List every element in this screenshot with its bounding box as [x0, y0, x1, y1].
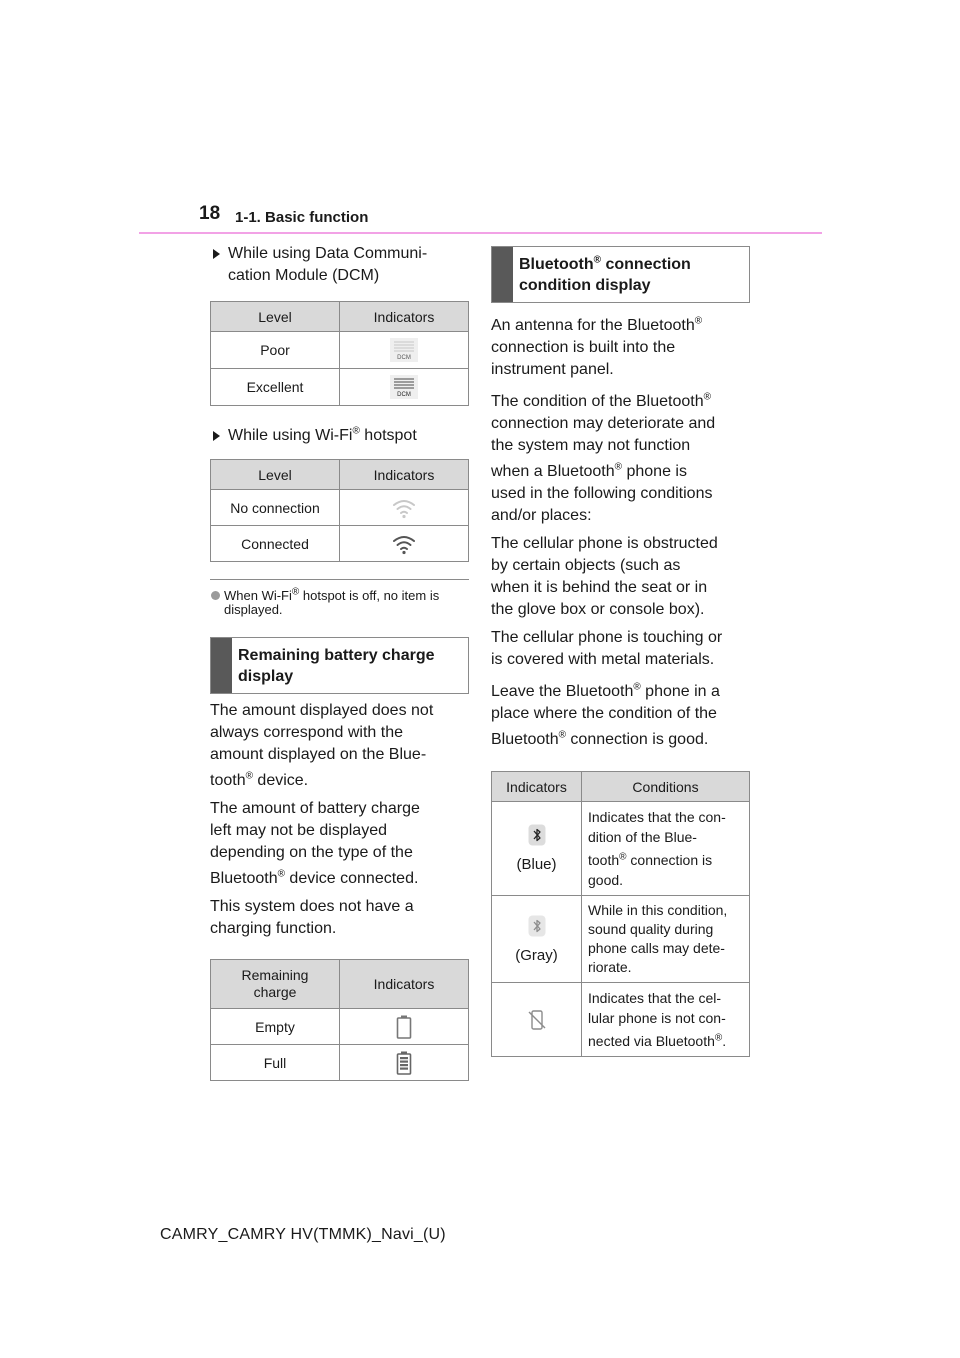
note-text: When Wi-Fi [224, 588, 292, 603]
registered-mark: ® [558, 729, 566, 741]
col-indicators: Indicators [340, 960, 469, 1009]
dcm-heading-line2: cation Module (DCM) [228, 267, 380, 284]
wifi-connected-icon [391, 533, 417, 555]
text-span: phone is [622, 463, 687, 480]
indicator-label: (Blue) [516, 856, 557, 873]
text-span: nected via Bluetooth [588, 1033, 715, 1049]
text-span: connection is [626, 852, 713, 868]
text-line: depending on the type of the [210, 844, 413, 861]
text-line: charging function. [210, 920, 337, 937]
table-header-row [211, 302, 469, 332]
dcm-label: DCM [397, 355, 411, 361]
heading-line: condition display [519, 277, 651, 294]
wifi-heading-text: While using Wi-Fi [228, 427, 353, 444]
registered-mark: ® [277, 868, 285, 880]
text-line [588, 1031, 749, 1051]
phone-not-connected-icon [527, 1009, 547, 1031]
text-line: good. [588, 872, 624, 888]
indicator-cell [340, 526, 469, 562]
table-row [211, 1009, 469, 1045]
footer-model-code: CAMRY_CAMRY HV(TMMK)_Navi_(U) [160, 1226, 446, 1243]
indicator-cell [340, 332, 469, 369]
text-line [210, 868, 469, 890]
indicator-cell [340, 490, 469, 526]
text-span: The condition of the Bluetooth [491, 393, 704, 410]
text-line: left may not be displayed [210, 822, 387, 839]
level-cell: Excellent [211, 369, 340, 406]
text-span: connection [601, 256, 691, 273]
heading-line [519, 254, 691, 275]
battery-table [210, 959, 469, 1081]
table-row [211, 369, 469, 406]
registered-mark: ® [633, 681, 641, 693]
wifi-heading [210, 425, 469, 447]
registered-mark: ® [694, 315, 703, 327]
registered-mark: ® [352, 425, 360, 437]
battery-paragraph [210, 700, 469, 792]
text-line [491, 391, 750, 413]
section-title: 1-1. Basic function [235, 209, 369, 226]
bluetooth-table [491, 771, 750, 1057]
dcm-table [210, 301, 469, 406]
heading-bar [211, 638, 232, 693]
heading-line: Remaining battery charge [238, 647, 435, 664]
text-line: amount displayed on the Blue- [210, 746, 427, 763]
text-span: connection is good. [565, 731, 709, 748]
condition-cell [582, 896, 750, 983]
level-cell: Poor [211, 332, 340, 369]
text-span: when a Bluetooth [491, 463, 615, 480]
text-line: lular phone is not con- [588, 1010, 726, 1026]
text-span: Bluetooth [210, 870, 278, 887]
indicator-cell [340, 369, 469, 406]
indicator-cell [492, 802, 582, 896]
bluetooth-paragraph [491, 391, 750, 527]
text-line: connection is built into the [491, 339, 676, 356]
condition-cell [582, 983, 750, 1057]
col-conditions: Conditions [582, 772, 750, 802]
text-span: tooth [588, 852, 620, 868]
table-row [211, 1045, 469, 1081]
text-line: when it is behind the seat or in [491, 579, 708, 596]
text-span: Leave the Bluetooth [491, 683, 634, 700]
arrow-bullet-icon [213, 431, 220, 441]
text-line [491, 729, 750, 751]
bullet-dot-icon [211, 591, 220, 600]
wifi-note [210, 586, 469, 617]
text-line: The amount of battery charge [210, 800, 420, 817]
text-span: . [722, 1033, 727, 1049]
heading-bar [492, 247, 513, 302]
table-row [211, 490, 469, 526]
col-level: Level [211, 302, 340, 332]
col-indicators: Indicators [492, 772, 582, 802]
indicator-label: (Gray) [515, 946, 558, 964]
table-row [492, 983, 750, 1057]
col-remaining-charge: Remaining charge [211, 960, 340, 1009]
table-header-row [211, 460, 469, 490]
indicator-cell [340, 1009, 469, 1045]
registered-mark: ® [245, 770, 253, 782]
text-line: connection may deteriorate and [491, 415, 716, 432]
text-line: The amount displayed does not [210, 702, 434, 719]
indicator-cell [492, 983, 582, 1057]
bluetooth-paragraph [491, 533, 750, 621]
bluetooth-paragraph [491, 315, 750, 381]
indicator-cell [340, 1045, 469, 1081]
table-row [211, 332, 469, 369]
text-line: This system does not have a [210, 898, 414, 915]
text-line: always correspond with the [210, 724, 403, 741]
battery-heading-text [232, 638, 435, 693]
battery-paragraph [210, 896, 469, 940]
text-line: is covered with metal materials. [491, 651, 715, 668]
text-line: riorate. [588, 959, 632, 975]
text-line: sound quality during [588, 921, 714, 937]
text-span: Bluetooth [519, 256, 594, 273]
text-line: The cellular phone is touching or [491, 629, 723, 646]
battery-full-icon [396, 1051, 412, 1075]
dcm-signal-excellent-icon [390, 375, 418, 399]
text-line: used in the following conditions [491, 485, 713, 502]
arrow-bullet-icon [213, 249, 220, 259]
dcm-label: DCM [397, 392, 411, 398]
text-line [491, 681, 750, 703]
col-level: Level [211, 460, 340, 490]
page-number: 18 [199, 203, 221, 224]
table-row [211, 526, 469, 562]
text-line: and/or places: [491, 507, 592, 524]
divider [210, 579, 469, 580]
text-line [588, 850, 749, 870]
table-header-row [211, 960, 469, 1009]
text-line: Indicates that the con- [588, 809, 726, 825]
text-line [210, 770, 469, 792]
table-row [492, 896, 750, 983]
heading-line: display [238, 668, 294, 685]
bluetooth-paragraph [491, 627, 750, 671]
registered-mark: ® [614, 461, 623, 473]
registered-mark: ® [703, 391, 711, 403]
text-span: An antenna for the Bluetooth [491, 317, 695, 334]
text-line: phone calls may dete- [588, 940, 725, 956]
bluetooth-heading [491, 246, 750, 303]
dcm-signal-poor-icon [390, 338, 418, 362]
text-line: The cellular phone is obstructed [491, 535, 718, 552]
text-span: device connected. [284, 870, 419, 887]
bluetooth-paragraph [491, 681, 750, 751]
indicator-cell [492, 896, 582, 983]
battery-empty-icon [396, 1015, 412, 1039]
level-cell: Empty [211, 1009, 340, 1045]
bluetooth-blue-icon [528, 824, 546, 846]
condition-cell [582, 802, 750, 896]
text-line [491, 315, 750, 337]
text-line: dition of the Blue- [588, 829, 697, 845]
registered-mark: ® [619, 851, 627, 863]
wifi-heading-text-post: hotspot [359, 427, 417, 444]
col-indicators: Indicators [340, 302, 469, 332]
wifi-table [210, 459, 469, 562]
col-indicators: Indicators [340, 460, 469, 490]
text-line: the glove box or console box). [491, 601, 705, 618]
text-line: instrument panel. [491, 361, 614, 378]
battery-heading [210, 637, 469, 694]
table-header-row [492, 772, 750, 802]
text-span: tooth [210, 772, 246, 789]
left-column [210, 243, 469, 1081]
level-cell: Full [211, 1045, 340, 1081]
wifi-no-connection-icon [391, 497, 417, 519]
text-line: by certain objects (such as [491, 557, 681, 574]
dcm-heading [210, 243, 469, 287]
registered-mark: ® [714, 1032, 723, 1044]
text-span: device. [252, 772, 309, 789]
text-line: While in this condition, [588, 902, 728, 918]
note-text-post: hotspot is off, no item is displayed. [224, 588, 440, 617]
text-line: Indicates that the cel- [588, 990, 722, 1006]
registered-mark: ® [593, 254, 602, 266]
registered-mark: ® [291, 586, 300, 598]
text-span: Bluetooth [491, 731, 559, 748]
battery-paragraph [210, 798, 469, 890]
bluetooth-gray-icon [528, 915, 546, 937]
level-cell: Connected [211, 526, 340, 562]
right-column [491, 246, 750, 1057]
text-line: place where the condition of the [491, 705, 717, 722]
bluetooth-heading-text [513, 247, 691, 302]
table-row [492, 802, 750, 896]
text-line: the system may not function [491, 437, 691, 454]
dcm-heading-line1: While using Data Communi- [228, 245, 428, 262]
text-span: phone in a [640, 683, 720, 700]
header-rule [139, 232, 822, 234]
text-line [491, 461, 750, 483]
level-cell: No connection [211, 490, 340, 526]
